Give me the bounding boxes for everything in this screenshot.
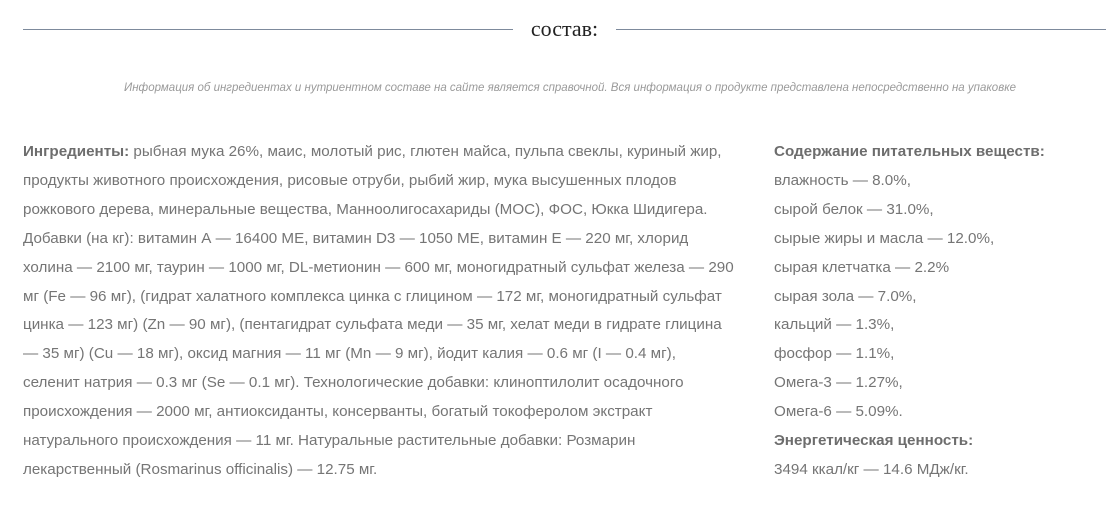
nutrients-block xyxy=(774,138,1104,485)
energy-label: Энергетическая ценность: xyxy=(774,432,974,450)
ingredients-label: Ингредиенты: xyxy=(23,143,130,160)
nutrient-item-fiber: сырая клетчатка — 2.2% xyxy=(774,258,950,276)
nutrient-item-moisture: влажность — 8.0%, xyxy=(774,171,911,189)
nutrient-item-fat: сырые жиры и масла — 12.0%, xyxy=(774,229,995,247)
energy-value: 3494 ккал/кг — 14.6 МДж/кг. xyxy=(774,460,969,478)
ingredients-block xyxy=(23,138,735,485)
nutrient-item-ash: сырая зола — 7.0%, xyxy=(774,287,917,305)
section-heading xyxy=(23,14,1106,44)
nutrients-label: Содержание питательных веществ: xyxy=(774,143,1045,160)
nutrient-item-protein: сырой белок — 31.0%, xyxy=(774,200,934,218)
nutrient-item-calcium: кальций — 1.3%, xyxy=(774,316,895,334)
nutrient-item-phosphorus: фосфор — 1.1%, xyxy=(774,345,895,363)
disclaimer-text: Информация об ингредиентах и нутриентном составе на сайте является справочной. Вся информация о продукте представлена непосредственно на упаковке xyxy=(123,82,1017,94)
heading-divider-left xyxy=(23,29,513,30)
nutrient-item-omega6: Омега-6 — 5.09%. xyxy=(774,403,903,421)
section-title: состав: xyxy=(530,16,599,41)
heading-divider-right xyxy=(616,29,1106,30)
ingredients-text: рыбная мука 26%, маис, молотый рис, глютен майса, пульпа свеклы, куриный жир, продукты животного происхождения, рисовые отруби, рыбий жир, мука высушенных плодов рожкового дерева, минеральные вещества, Манноолигосахариды (МОС), ФОС, Юкка Шидигера. Добавки (на кг): витамин А — 16400 МЕ, витамин D3 — 1050 МЕ, витамин Е — 220 мг, хлорид холина — 2100 мг, таурин — 1000 мг, DL-метионин — 600 мг, моногидратный сульфат железа — 290 мг (Fe — 96 мг), (гидрат халатного комплекса цинка с глицином — 172 мг, моногидратный сульфат цинка — 123 мг) (Zn — 90 мг), (пентагидрат сульфата меди — 35 мг, хелат меди в гидрате глицина — 35 мг) (Cu — 18 мг), оксид магния — 11 мг (Mn — 9 мг), йодит калия — 0.6 мг (I — 0.4 мг), селенит натрия — 0.3 мг (Se — 0.1 мг). Технологические добавки: клиноптилолит осадочного происхождения — 2000 мг, антиоксиданты, консерванты, богатый токоферолом экстракт натурального происхождения — 11 мг. Натуральные растительные добавки: Розмарин лекарственный (Rosmarinus officinalis) — 12.75 мг. xyxy=(23,143,734,478)
nutrient-item-omega3: Омега-3 — 1.27%, xyxy=(774,374,903,392)
